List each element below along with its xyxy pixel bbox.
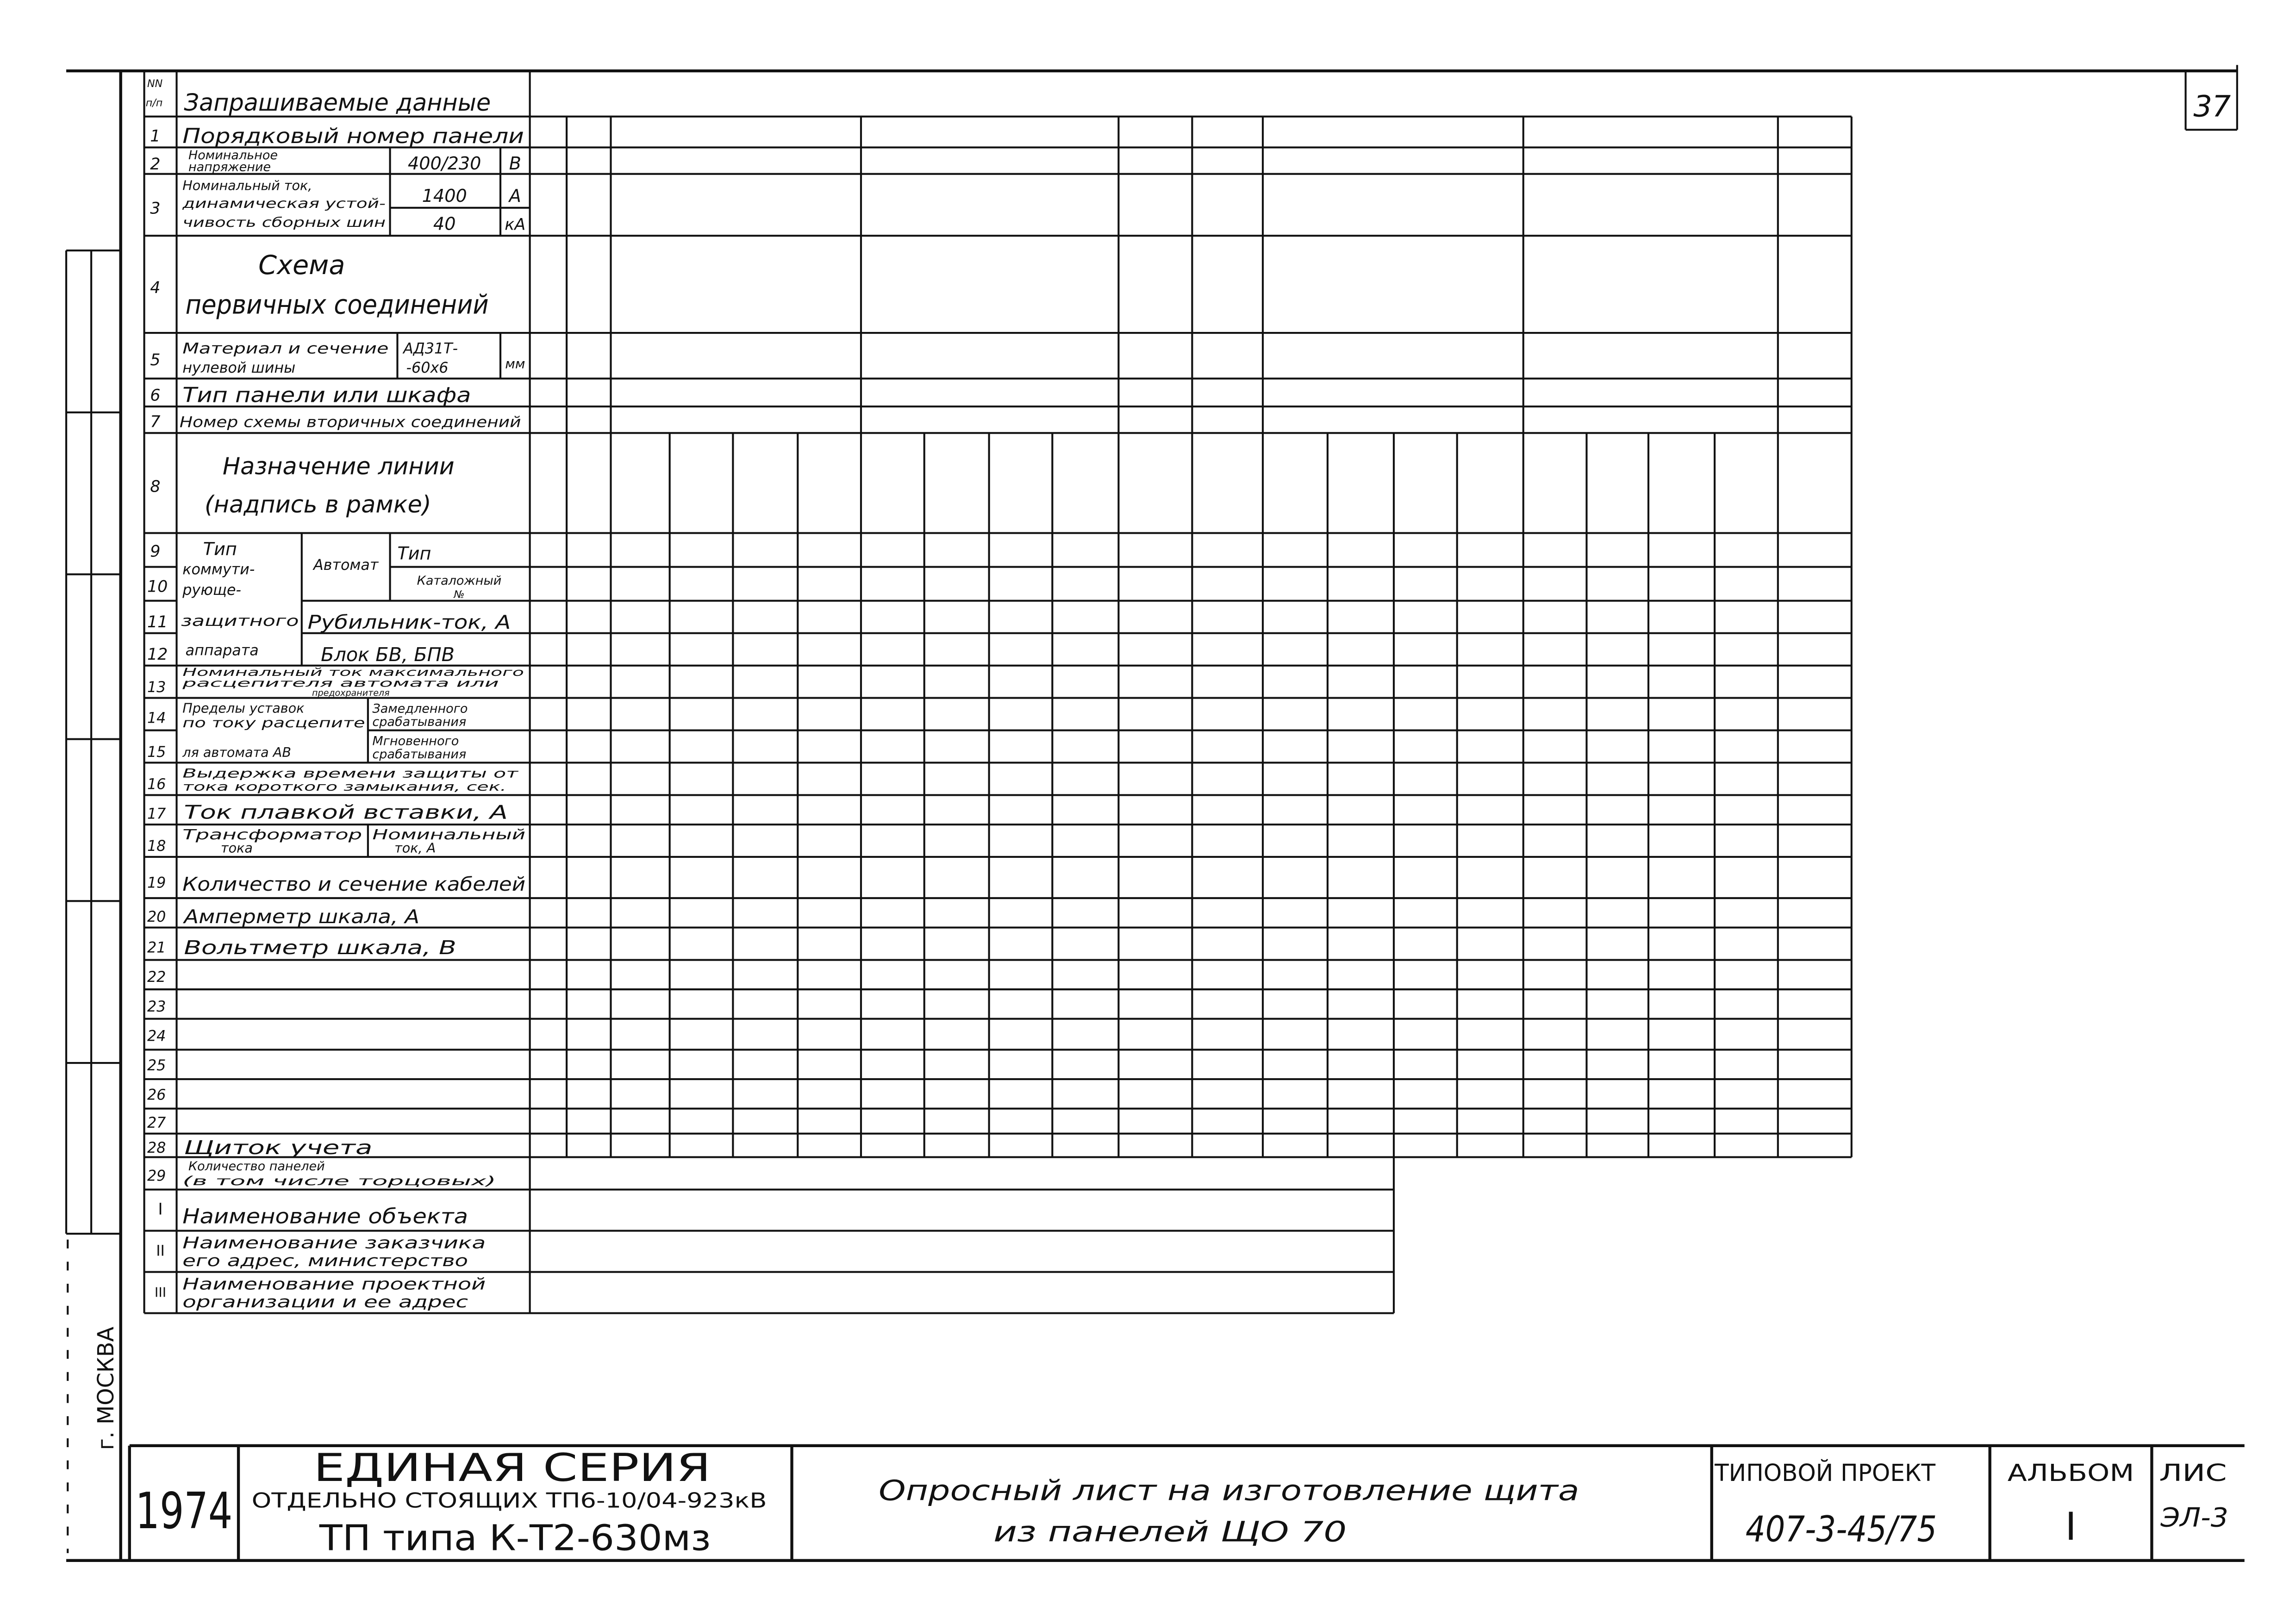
row-28-label: Щиток учета <box>184 1137 373 1159</box>
row-20-number: 20 <box>147 908 166 925</box>
row-18-label-line2: тока <box>220 840 253 856</box>
row-23-number: 23 <box>147 998 166 1015</box>
row-15-instant-line1: Мгновенного <box>372 734 459 749</box>
row-8-number: 8 <box>150 477 161 496</box>
row-9-breaker: Автомат <box>313 556 379 574</box>
row-21-number: 21 <box>147 939 166 956</box>
row-1-number: 1 <box>150 127 161 146</box>
row-14-delayed-line2: срабатывания <box>372 715 467 729</box>
row-25-number: 25 <box>147 1057 166 1074</box>
row-14-label-line1: Пределы уставок <box>182 700 305 716</box>
row-29-number: 29 <box>147 1167 166 1185</box>
row-4-label-line1: Схема <box>258 250 345 281</box>
row-13-label-line2: расцепителя автомата или <box>181 676 499 690</box>
row-13-label-line1: Номинальный ток максимального <box>182 665 524 679</box>
row-11-label: Рубильник-ток, А <box>307 611 511 634</box>
row-I-number: I <box>158 1200 163 1219</box>
row-26-number: 26 <box>147 1086 166 1104</box>
row-12-label: Блок БВ, БПВ <box>321 643 455 666</box>
row-15-number: 15 <box>147 743 166 761</box>
title-series-line2: ОТДЕЛЬНО СТОЯЩИХ ТП6-10/04-923кВ <box>251 1489 767 1513</box>
row-3-current-unit: А <box>509 186 521 206</box>
row-III-label-line1: Наименование проектной <box>182 1275 486 1294</box>
row-9-number: 9 <box>150 542 161 561</box>
row-20-label: Амперметр шкала, А <box>182 906 420 928</box>
row-14-label-line2: по току расцепите <box>182 715 365 731</box>
row-II-label-line1: Наименование заказчика <box>182 1234 486 1253</box>
row-24-number: 24 <box>147 1027 166 1045</box>
row-7-label: Номер схемы вторичных соединений <box>179 413 521 431</box>
row-16-number: 16 <box>147 775 166 793</box>
row-1-label: Порядковый номер панели <box>182 124 524 148</box>
sheet-title-line1: Опросный лист на изготовление щита <box>879 1474 1579 1507</box>
row-17-label: Ток плавкой вставки, А <box>184 801 508 824</box>
row-15-instant-line2: срабатывания <box>372 747 467 762</box>
row-18-label-line1: Трансформатор <box>182 826 362 843</box>
sheet-value: ЭЛ-3 <box>2160 1502 2228 1533</box>
row-5-value-line1: АД31Т- <box>403 340 458 357</box>
sheet-title-line2: из панелей ЩО 70 <box>993 1516 1347 1549</box>
row-2-number: 2 <box>150 155 161 174</box>
row-27-number: 27 <box>147 1114 166 1132</box>
row-19-label: Количество и сечение кабелей <box>182 873 526 896</box>
page-number: 37 <box>2193 89 2231 124</box>
row-3-label-line2: динамическая устой- <box>181 195 386 211</box>
device-group-line3: рующе- <box>182 581 241 599</box>
project-value: 407-3-45/75 <box>1745 1508 1937 1550</box>
row-18-rated-line2: ток, А <box>394 840 436 856</box>
row-13-number: 13 <box>147 678 166 696</box>
album-label: АЛЬБОМ <box>2007 1459 2134 1487</box>
title-series-line1: ЕДИНАЯ СЕРИЯ <box>313 1446 711 1491</box>
row-III-label-line2: организации и ее адрес <box>182 1293 468 1312</box>
row-3-number: 3 <box>150 199 161 218</box>
row-17-number: 17 <box>147 805 166 823</box>
project-label: ТИПОВОЙ ПРОЕКТ <box>1714 1459 1936 1487</box>
row-III-number: III <box>154 1284 167 1300</box>
device-group-line1: Тип <box>203 539 237 560</box>
row-I-label: Наименование объекта <box>182 1205 468 1229</box>
row-6-label: Тип панели или шкафа <box>182 383 471 407</box>
row-2-value: 400/230 <box>407 153 481 174</box>
row-11-number: 11 <box>147 612 168 631</box>
row-10-number: 10 <box>147 577 168 596</box>
device-group-line2: коммути- <box>182 561 255 578</box>
row-3-current-value: 1400 <box>422 186 467 206</box>
row-14-delayed-line1: Замедленного <box>372 701 468 716</box>
row-7-number: 7 <box>150 412 161 431</box>
row-5-number: 5 <box>150 351 161 370</box>
row-5-value-line2: -60х6 <box>406 359 449 376</box>
row-21-label: Вольтметр шкала, В <box>184 936 456 959</box>
row-II-number: II <box>156 1242 165 1260</box>
row-2-unit: В <box>509 153 521 174</box>
row-9-type: Тип <box>397 543 431 564</box>
header-nn: NN <box>147 78 163 90</box>
row-5-label-line1: Материал и сечение <box>182 340 389 357</box>
row-13-label-line3: предохранителя <box>312 687 390 698</box>
row-29-label-line2: (в том числе торцовых) <box>182 1174 496 1189</box>
row-3-label-line3: чивость сборных шин <box>182 214 386 231</box>
row-19-number: 19 <box>147 874 166 892</box>
row-22-number: 22 <box>147 968 166 986</box>
row-4-label-line2: первичных соединений <box>185 289 489 320</box>
row-3-stability-unit: кА <box>505 215 526 234</box>
title-year: 1974 <box>135 1482 233 1540</box>
row-6-number: 6 <box>150 386 161 405</box>
title-series-line3: ТП типа К-Т2-630мз <box>318 1517 711 1559</box>
row-28-number: 28 <box>147 1139 166 1157</box>
header-title: Запрашиваемые данные <box>184 88 491 116</box>
row-4-number: 4 <box>150 279 161 298</box>
row-18-rated-line1: Номинальный <box>372 826 526 843</box>
row-14-number: 14 <box>147 709 166 727</box>
row-10-catalog-line1: Каталожный <box>417 573 502 588</box>
row-3-label-line1: Номинальный ток, <box>182 177 312 194</box>
row-5-unit: мм <box>505 356 525 372</box>
row-8-label-line1: Назначение линии <box>222 452 455 480</box>
row-8-label-line2: (надпись в рамке) <box>204 490 431 518</box>
row-5-label-line2: нулевой шины <box>182 359 296 376</box>
row-12-number: 12 <box>147 645 168 664</box>
row-3-stability-value: 40 <box>433 213 456 234</box>
row-14-label-line3: ля автомата АВ <box>182 744 292 760</box>
row-16-label-line2: тока короткого замыкания, сек. <box>182 779 506 793</box>
device-group-line5: аппарата <box>185 642 259 659</box>
row-2-label-line1: Номинальное <box>188 148 278 162</box>
header-pp: п/п <box>145 97 163 109</box>
album-value: I <box>2065 1505 2077 1549</box>
row-10-catalog-line2: № <box>454 588 465 601</box>
sheet-label: ЛИС <box>2159 1459 2227 1487</box>
row-II-label-line2: его адрес, министерство <box>182 1251 468 1270</box>
row-18-number: 18 <box>147 837 166 855</box>
row-16-label-line1: Выдержка времени защиты от <box>182 766 519 781</box>
city-stamp: г. МОСКВА <box>93 1326 119 1450</box>
row-2-label-line2: напряжение <box>188 160 271 175</box>
row-29-label-line1: Количество панелей <box>188 1159 325 1174</box>
device-group-line4: защитного <box>181 612 299 630</box>
